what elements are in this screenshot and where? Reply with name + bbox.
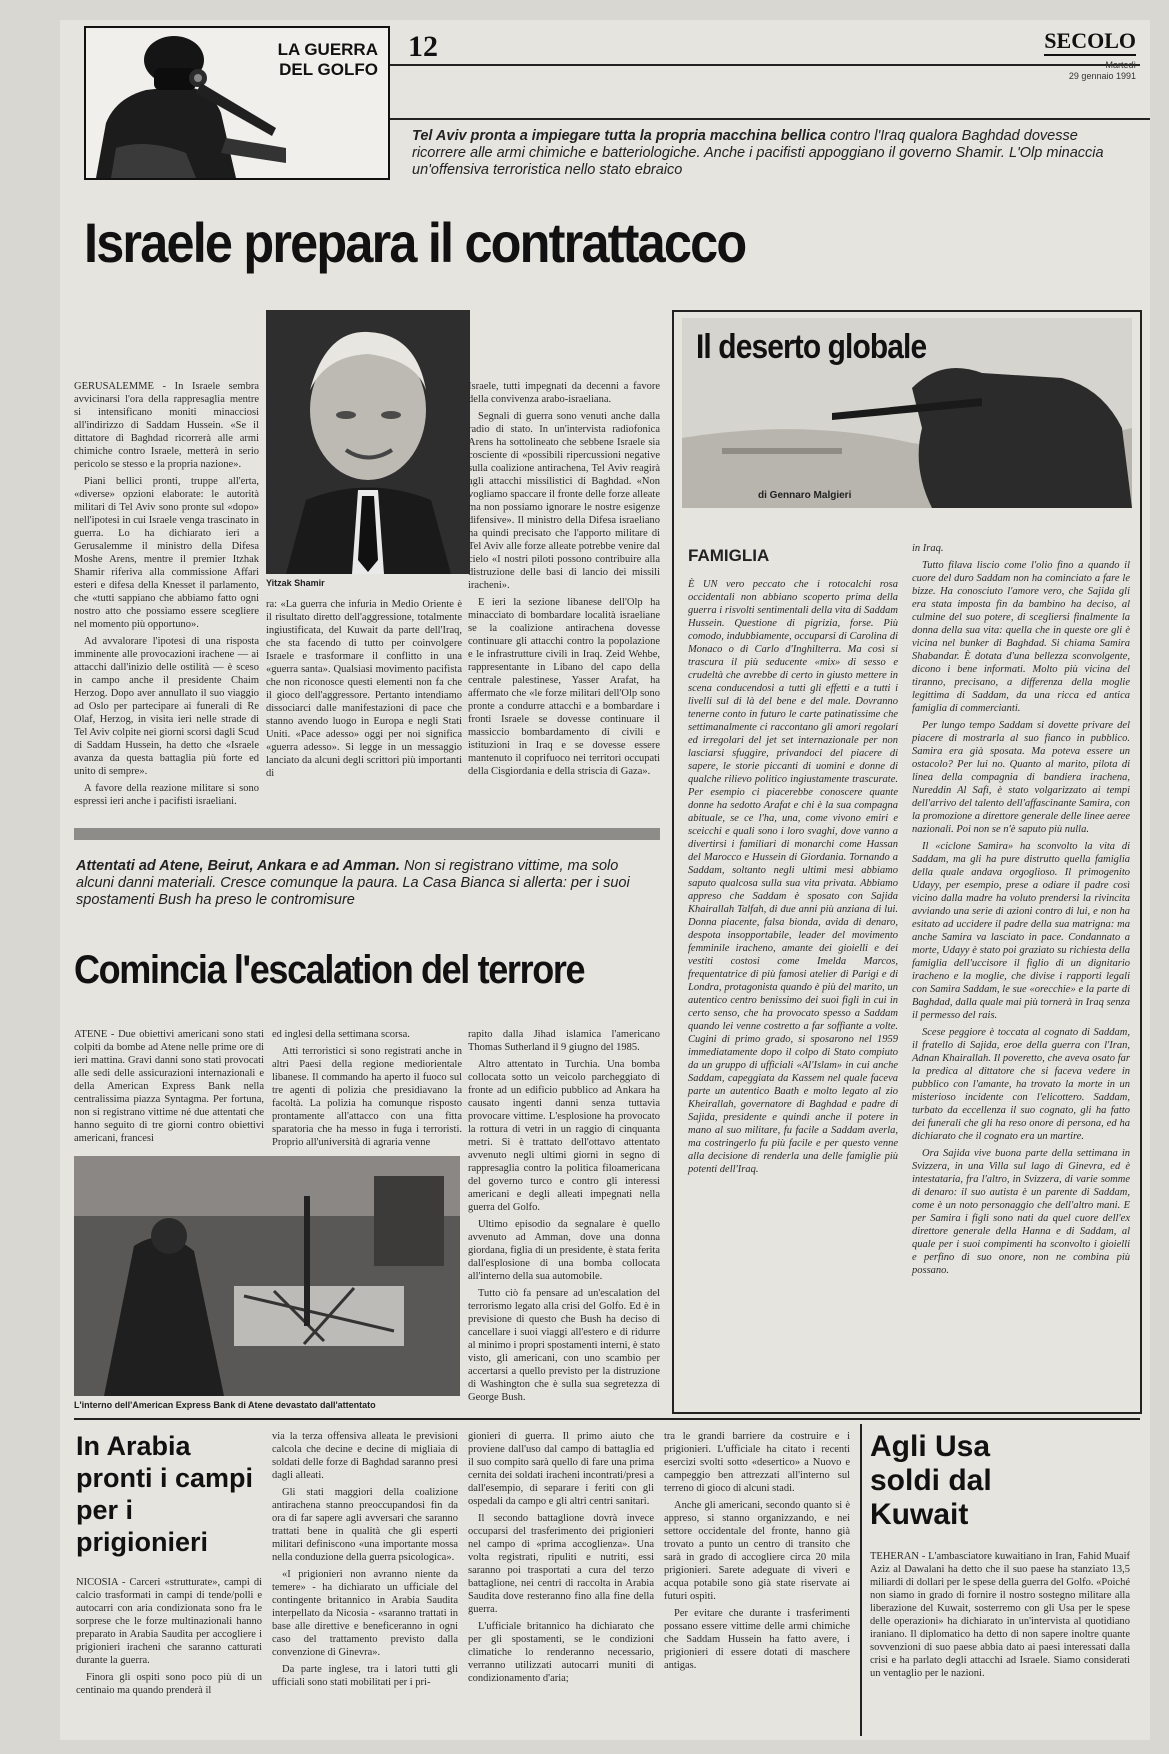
bank-photo-caption: L'interno dell'American Express Bank di Atene devastato dall'attentato xyxy=(74,1400,376,1410)
terror-kicker-bold: Attentati ad Atene, Beirut, Ankara e ad Amman. xyxy=(76,858,400,874)
sidebar-byline: di Gennaro Malgieri xyxy=(758,490,852,501)
arabia-column-2 xyxy=(272,1430,458,1736)
portrait-illustration xyxy=(266,310,470,574)
section-title: LA GUERRA DEL GOLFO xyxy=(277,40,378,79)
sidebar-column-2 xyxy=(912,542,1130,1400)
sidebar-section-label: FAMIGLIA xyxy=(688,546,770,565)
sidebar-paragraph: in Iraq. xyxy=(912,543,944,554)
arabia-paragraph: Anche gli americani, secondo quanto si è appreso, si stanno organizzando, e nei settore occidentale del fronte, hanno già trovato a punto un centro di transito che sarà in grado di accogliere circa 20 mila prigionieri. Sarete adeguate di viveri e acqua potabile sono già state riservate ai futuri ospiti. xyxy=(664,1500,850,1602)
sidebar-paragraph: Ora Sajida vive buona parte della settimana in Svizzera, in una Villa sul lago di Ginevra, ed è intestataria, fra l'altro, in Svizzera, di varie somme di denaro: il suo autista è un parente di Saddam, come è un noto personaggio che dell'altro mani. E per Samira i figli sono nati da quel cuore dell'ex direttore generale della Hanna e di Saddam, al quale per i suoi compimenti ha sconvolto i gioielli e perfino di suo onore, non ne combina più possano. xyxy=(912,1148,1130,1276)
arabia-column-1 xyxy=(76,1576,262,1736)
issue-date: 29 gennaio 1991 xyxy=(1068,71,1136,81)
kuwait-headline: Agli Usa soldi dal Kuwait xyxy=(870,1430,992,1531)
lead-column-1 xyxy=(74,380,259,807)
soldier-with-binoculars-illustration xyxy=(86,28,286,178)
arabia-paragraph: via la terza offensiva alleata le previsioni calcola che decine e decine di migliaia di soldati delle forze di Baghdad saranno presi dagli alleati. xyxy=(272,1431,458,1481)
newspaper-page xyxy=(60,20,1150,1740)
bank-interior-illustration xyxy=(74,1156,460,1396)
arabia-paragraph: Per evitare che durante i trasferimenti possano essere vittime delle armi chimiche che Saddam Hussein ha fatto avere, i prigionieri di essere dotati di maschere antigas. xyxy=(664,1608,850,1671)
arabia-column-3 xyxy=(468,1430,654,1736)
lead-paragraph: GERUSALEMME - In Israele sembra avvicinarsi l'ora della rappresaglia mentre si intensificano moniti minacciosi all'indirizzo di Saddam Hussein. «Se il dittatore di Baghdad ricorrerà alle armi chimiche contro Israele, metterà in serio pericolo se stesso e la propria nazione». xyxy=(74,381,259,470)
sidebar-paragraph: Il «ciclone Samira» ha sconvolto la vita di Saddam, ma gli ha pure distrutto quella famiglia della quale andava orgoglioso. Il primogenito Udayy, per esempio, prese a odiare il padre così vicino dalla madre ha voluto prendersi la rivincita avviando una serie di azioni contro di lui, e non ha esitato ad uccidere il padre della sua matrigna: ma anche Samira va lasciato in pace. Condannato a morte, Udayy è stato poi graziato su richiesta della famiglia dell'uccisore il figlio di un dignitario iracheno e la moglie, che divise i rapporti legali con Samira Saddam, le sue «orecchie» e la parte di Baghdad, dalla quale mai più tornerà in Iraq senza il permesso del rais. xyxy=(912,841,1130,1021)
arabia-column-4 xyxy=(664,1430,850,1736)
sidebar-paragraph: È UN vero peccato che i rotocalchi rosa occidentali non abbiano scoperto prima della guerra i risvolti sentimentali della vita di Saddam Hussein. Questione di pigrizia, forse. Più comodo, indubbiamente, occuparsi di Carolina di Monaco o di Carlo d'Inghilterra. Ma così si trascura il più seducente «mix» di sesso e crudeltà che avrebbe di certo in giusto mettere in scena conducendosi a tutti gli effetti e a tutti i livelli sul di là del bene e del male. Dovranno tenerne conto in futuro le carte patinatissime che settimanalmente ci raccontano gli amori regolari ed irregolari del jet set internazionale per non lasciarsi sfuggire, privandoci del piacere di sapere, le storie piccanti di uomini e donne di qualche rilievo politico ingiustamente trascurate. Per esempio ci piacerebbe conoscere quante donne ha sedotto Arafat e chi è la sua compagna abituale, se ce l'ha, una, come vivono emiri e sceicchi e quali sono i loro svaghi, dove vanno a divertirsi i familiari di monarchi come Hassan del Marocco e Hussein di Giordania. Tornando a Saddam, soltanto negli ultimi mesi abbiamo saputo qualcosa sulla sua vita privata. Abbiamo appreso che Saddam è sposato con Sajida Khairallah Talfah, di due anni più anziana di lui. Donna piacente, falsa bionda, avida di denaro, despota insopportabile, leader del movimento femminile iracheno, amante dei gioielli e dei vestiti costosi come Imelda Marcos, frequentatrice di più famosi atelier di Parigi e di Londra, protagonista quando è più del marito, un autentico centro benissimo dei suoi figli in cui in certo senso, che ha provocato spesso a Saddam quando lei venne costretto a far soffiante a volte. Cugini di primo grado, si sposarono nel 1959 immediatamente dopo il colpo di Stato compiuto da un gruppo di ufficiali «Al'Islam» in cui anche Saddam, capeggiata da Kassem nel quale faceva parte un autentico Baath e molto legato al zio Kheirallah, governatore di Baghdad e padre di Sajida, presidente e quindi anche il potere in mano al suo militare, fu facile a Saddam averla, ma costringerlo fu più facile e per questo venne alla decisione di renderla una delle famiglie più potenti dell'Iraq. xyxy=(688,579,898,1175)
shamir-photo xyxy=(266,310,470,574)
page-number: 12 xyxy=(408,30,438,63)
arabia-paragraph: NICOSIA - Carceri «strutturate», campi di calcio trasformati in campi di tende/polli e autocarri con aria condizionata sono fra le sorprese che le forze multinazionali hanno preparato in Arabia Saudita per accogliere i prigionieri iracheni che saranno catturati durante la guerra. xyxy=(76,1577,262,1666)
sidebar-paragraph: Tutto filava liscio come l'olio fino a quando il cuore del duro Saddam non ha cominciato a fare le bizze. Ha conosciuto l'amore vero, che Sajida gli era stata imposta fin da bambino ha deciso, al culmine del suo potere, di scegliersi finalmente la donna della sua vita: quella che in queste ore gli è vicina nel bunker di Baghdad. Si chiama Samira Shabandar. È dotata d'una bellezza sconvolgente, dicono i bene informati. Molto più vicina del tiranno, precisano, a differenza della moglie legittima di Saddam, da una ricca ed antica famiglia di commercianti. xyxy=(912,560,1130,714)
terror-kicker-text: Non si registrano vittime, ma solo alcuni danni materiali. Cresce comunque la paura. La Casa Bianca si allerta: per i suoi spostamenti Bush ha preso le contromisure xyxy=(76,858,630,908)
terror-column-1 xyxy=(74,1028,264,1148)
kicker-rule xyxy=(390,118,1150,120)
sidebar-column-1 xyxy=(688,578,898,1400)
sidebar-paragraph: Scese peggiore è toccata al cognato di Saddam, il fratello di Sajida, eroe della guerra con l'Iran, Adnan Khairallah. Il poveretto, che aveva osato far la predica al dittatore che si faceva vedere in pubblico con l'amante, ha trovato la morte in un misterioso incidente con l'elicottero. Saddam, turbato da eccellenza il suo cognato, gli ha fatto dei funerali che gli ha reso onore di persona, ed ha dichiarato che il cognato era un martire. xyxy=(912,1027,1130,1142)
lead-column-3 xyxy=(468,380,660,776)
arabia-paragraph: «I prigionieri non avranno niente da temere» - ha dichiarato un ufficiale del contingente britannico in Arabia Saudita interpellato da Nicosia - «saranno trattati in base alle direttive e beneficeranno in ogni caso del trattamento previsto dalla convenzione di Ginevra». xyxy=(272,1569,458,1658)
arabia-paragraph: Gli stati maggiori della coalizione antirachena stanno preoccupandosi fin da ora di far sapere agli avversari che saranno trattati bene in qualità che gli esperti militari definiscono «una importante mossa nella conduzione della guerra psicologica». xyxy=(272,1487,458,1563)
terror-headline: Comincia l'escalation del terrore xyxy=(74,948,585,992)
arabia-paragraph: Finora gli ospiti sono poco più di un centinaio ma quando prenderà il xyxy=(76,1672,262,1696)
terror-paragraph: ATENE - Due obiettivi americani sono stati colpiti da bombe ad Atene nelle prime ore di ieri mattina. Gravi danni sono stati provocati alle sedi delle assicurazioni internazionali e della American Express Bank nella centralissima piazza Syntagma. Per fortuna, non si registrano vittime né due attentati che hanno seguito di tre giorni contro obiettivi americani, francesi xyxy=(74,1029,264,1144)
terror-column-3 xyxy=(468,1028,660,1412)
lead-paragraph: Israele, tutti impegnati da decenni a favore della convivenza arabo-israeliana. xyxy=(468,381,660,405)
terror-paragraph: ed inglesi della settimana scorsa. xyxy=(272,1029,410,1040)
arabia-paragraph: L'ufficiale britannico ha dichiarato che per gli spostamenti, se le condizioni climatiche lo renderanno necessario, verranno utilizzati autocarri muniti di condizionamento d'aria; xyxy=(468,1621,654,1684)
arabia-paragraph: Da parte inglese, tra i latori tutti gli ufficiali sono stati mobilitati per i pri- xyxy=(272,1664,458,1688)
shamir-caption: Yitzak Shamir xyxy=(266,578,325,588)
terror-kicker xyxy=(76,858,656,909)
terror-paragraph: rapito dalla Jihad islamica l'americano Thomas Sutherland il 9 giugno del 1985. xyxy=(468,1029,660,1053)
lead-kicker-text: contro l'Iraq qualora Baghdad dovesse ricorrere alle armi chimiche e batteriologiche. Anche i pacifisti appoggiano il governo Shamir. L'Olp minaccia un'offensiva terroristica nello stato ebraico xyxy=(412,128,1104,178)
lead-paragraph: ra: «La guerra che infuria in Medio Oriente è il risultato diretto dell'aggressione, totalmente ingiustificata, del Kuwait da parte dell'Iraq, che sta facendo di tutto per coinvolgere Israele e trasformare il conflitto in una «guerra santa». Qualsiasi movimento pacifista che non riconosce questi elementi non fa che il gioco dell'aggressore. Pertanto intendiamo dissociarci dalle manifestazioni di pace che stanno avendo luogo in Europa e negli Stati Uniti. «Pace adesso» oggi per noi significa «guerra adesso». Si legge in un messaggio lanciato da alcuni degli scrittori più importanti di xyxy=(266,599,462,779)
lead-paragraph: Segnali di guerra sono venuti anche dalla radio di stato. In un'intervista radiofonica Arens ha sottolineato che sebbene Israele sia cosciente di «possibili ripercussioni negative sulla coalizione antirachena, Tel Aviv reagirà agli attacchi missilistici di Baghdad. «Non vogliamo spaccare il fronte delle forze alleate ma non possiamo ignorare le nostre esigenze difensive». Il ministro della Difesa israeliano ha quindi precisato che l'apporto militare di Tel Aviv alle forze alleate potrebbe venire dal cielo «I nostri piloti possono contribuire alla distruzione delle basi di lancio dei missili iracheni». xyxy=(468,411,660,591)
section-divider-bar xyxy=(74,828,660,840)
masthead: SECOLO xyxy=(1044,28,1136,56)
terror-paragraph: Altro attentato in Turchia. Una bomba collocata sotto un veicolo parcheggiato di fronte ad un edificio pubblico ad Ankara ha causato ingenti danni senza tuttavia provocare vittime. L'esplosione ha provocato la rottura di vetri in un raggio di cinquanta metri. Si è trattato dell'ottavo attentato avvenuto negli ultimi giorni in segno di rappresaglia contro la politica filoamericana del governo turco e contro gli interessi americani e degli alleati impegnati nella guerra del Golfo. xyxy=(468,1059,660,1213)
terror-column-2 xyxy=(272,1028,462,1148)
issue-weekday: Martedì xyxy=(1105,60,1136,70)
kuwait-paragraph: TEHERAN - L'ambasciatore kuwaitiano in Iran, Fahid Muaif Aziz al Dawalani ha detto che il suo paese ha stanziato 13,5 miliardi di dollari per le spese della guerra del Golfo. «Poiché non siamo in grado di fornire il nostro sostegno militare alla liberazione del Kuwait, sosterremo con gli Usa per le spese delle operazioni» ha dichiarato in un'intervista al quotidiano iraniano. Il diplomatico ha detto di non sapere inoltre quante sovvenzioni di suo paese abbia dato ai paesi interessati dalla crisi e ha parlato degli attacchi ad Israele. Siamo considerati un ventaglio per le nazioni. xyxy=(870,1551,1130,1679)
terror-paragraph: Ultimo episodio da segnalare è quello avvenuto ad Amman, dove una donna giordana, figlia di un presidente, è stata ferita dall'esplosione di una bomba collocata all'interno della sua automobile. xyxy=(468,1219,660,1282)
lead-headline: Israele prepara il contrattacco xyxy=(84,211,746,274)
lead-kicker-bold: Tel Aviv pronta a impiegare tutta la propria macchina bellica xyxy=(412,128,826,144)
sidebar-paragraph: Per lungo tempo Saddam si dovette privare del piacere di mostrarla al suo fianco in pubblico. Samira era già sposata. Ma poteva essere un ostacolo? Per lui no. Quanto al marito, pilota di linea della compagnia di bandiera irachena, Nureddin Al Safi, è stato volgarizzato ai tempi dell'arrivo del talento dell'affascinante Samira, con la promozione a direttore generale delle linee aeree nazionali. Poi non se n'è saputo più nulla. xyxy=(912,720,1130,835)
kuwait-column-1 xyxy=(870,1550,1130,1736)
sidebar-title: Il deserto globale xyxy=(696,328,927,366)
lead-paragraph: Piani bellici pronti, truppe all'erta, «diverse» opzioni elaborate: le autorità militari di Tel Aviv sono pronte sul «dopo» nell'ipotesi in cui Israele venga trascinato in guerra. Lo ha dichiarato ieri a Gerusalemme il ministro della Difesa Moshe Arens, mentre il premier Itzhak Shamir riferiva alla commissione Affari esteri e difesa della Knesset il parlamento, che «tutti sappiano che abbiamo fatto ogni nostro atto che possiamo essere scegliere nel momento più opportuno». xyxy=(74,476,259,630)
lead-kicker xyxy=(412,128,1132,179)
header-rule xyxy=(390,64,1140,66)
arabia-headline: In Arabia pronti i campi per i prigionieri xyxy=(76,1431,254,1557)
bottom-rule xyxy=(74,1418,1140,1420)
lead-paragraph: A favore della reazione militare si sono espressi ieri anche i pacifisti israeliani. xyxy=(74,783,259,807)
terror-paragraph: Tutto ciò fa pensare ad un'escalation del terrorismo legato alla crisi del Golfo. Ed è in previsione di questo che Bush ha deciso di cancellare i suoi viaggi all'estero e di ridurre al minimo i propri spostamenti interni, è stato visto, gli americani, con uno scambio per accertarsi a quello previsto per la distruzione di Washington che è sulla sua segretezza di George Bush. xyxy=(468,1288,660,1403)
section-logo xyxy=(84,26,390,180)
arabia-paragraph: gionieri di guerra. Il primo aiuto che proviene dall'uso dal campo di battaglia ed il suo compito sarà quello di fare una prima cernita dei soldati iracheni incontrati/presi a dall'esempio, di separare i feriti con gli ospedali da campo e gli altri centri sanitari. xyxy=(468,1431,654,1507)
bank-photo xyxy=(74,1156,460,1396)
lead-paragraph: Ad avvalorare l'ipotesi di una risposta imminente alle provocazioni irachene — ai attacchi dall'inizio delle ostilità — è sceso in campo anche il presidente Chaim Herzog. Dopo aver annullato il suo viaggio ad Oslo per partecipare ai funerali di Re Olaf, Herzog, in visita ieri nelle strade di Tel Aviv colpite nei giorni scorsi dagli Scud di Saddam Hussein, ha detto che «Israele avanza da questa battaglia più forte ed unito di sempre». xyxy=(74,636,259,777)
arabia-paragraph: Il secondo battaglione dovrà invece occuparsi del trasferimento dei prigionieri nel campo di «prima accoglienza». Una volta registrati, ripuliti e nutriti, essi saranno poi trasportati a cura del terzo battaglione, nei centri di raccolta in Arabia Saudita dove resteranno fino alla fine della guerra. xyxy=(468,1513,654,1615)
terror-paragraph: Atti terroristici si sono registrati anche in altri Paesi della regione mediorientale libanese. Il commando ha aperto il fuoco sul tre agenti di polizia che presidiavano la facoltà. La polizia ha comunque risposto prontamente all'attacco con una fitta sparatoria che ha messo in fuga i terroristi. Proprio all'università di agraria venne xyxy=(272,1046,462,1148)
arabia-paragraph: tra le grandi barriere da costruire e i prigionieri. L'ufficiale ha citato i recenti esercizi svolti sotto «desertico» a Nuovo e campeggio ben attrezzati all'interno sul terreno di gioco di alcuni stadi. xyxy=(664,1431,850,1494)
lead-paragraph: E ieri la sezione libanese dell'Olp ha minacciato di bombardare località israeliane se la coalizione antirachena dovesse continuare gli attacchi contro la popolazione e le infrastrutture civili in Iraq. Zeid Wehbe, rappresentante in Libano del capo della centrale palestinese, Yasser Arafat, ha affermato che «le forze militari dell'Olp sono pronte a condurre attacchi e a bombardare i fronti Israele se dovesse continuare il massiccio bombardamento di civili e istituzioni in Iraq e se dovesse essere mantenuto il coprifuoco nei territori occupati della Cisgiordania e della striscia di Gaza». xyxy=(468,597,660,777)
lead-column-2 xyxy=(266,598,462,779)
